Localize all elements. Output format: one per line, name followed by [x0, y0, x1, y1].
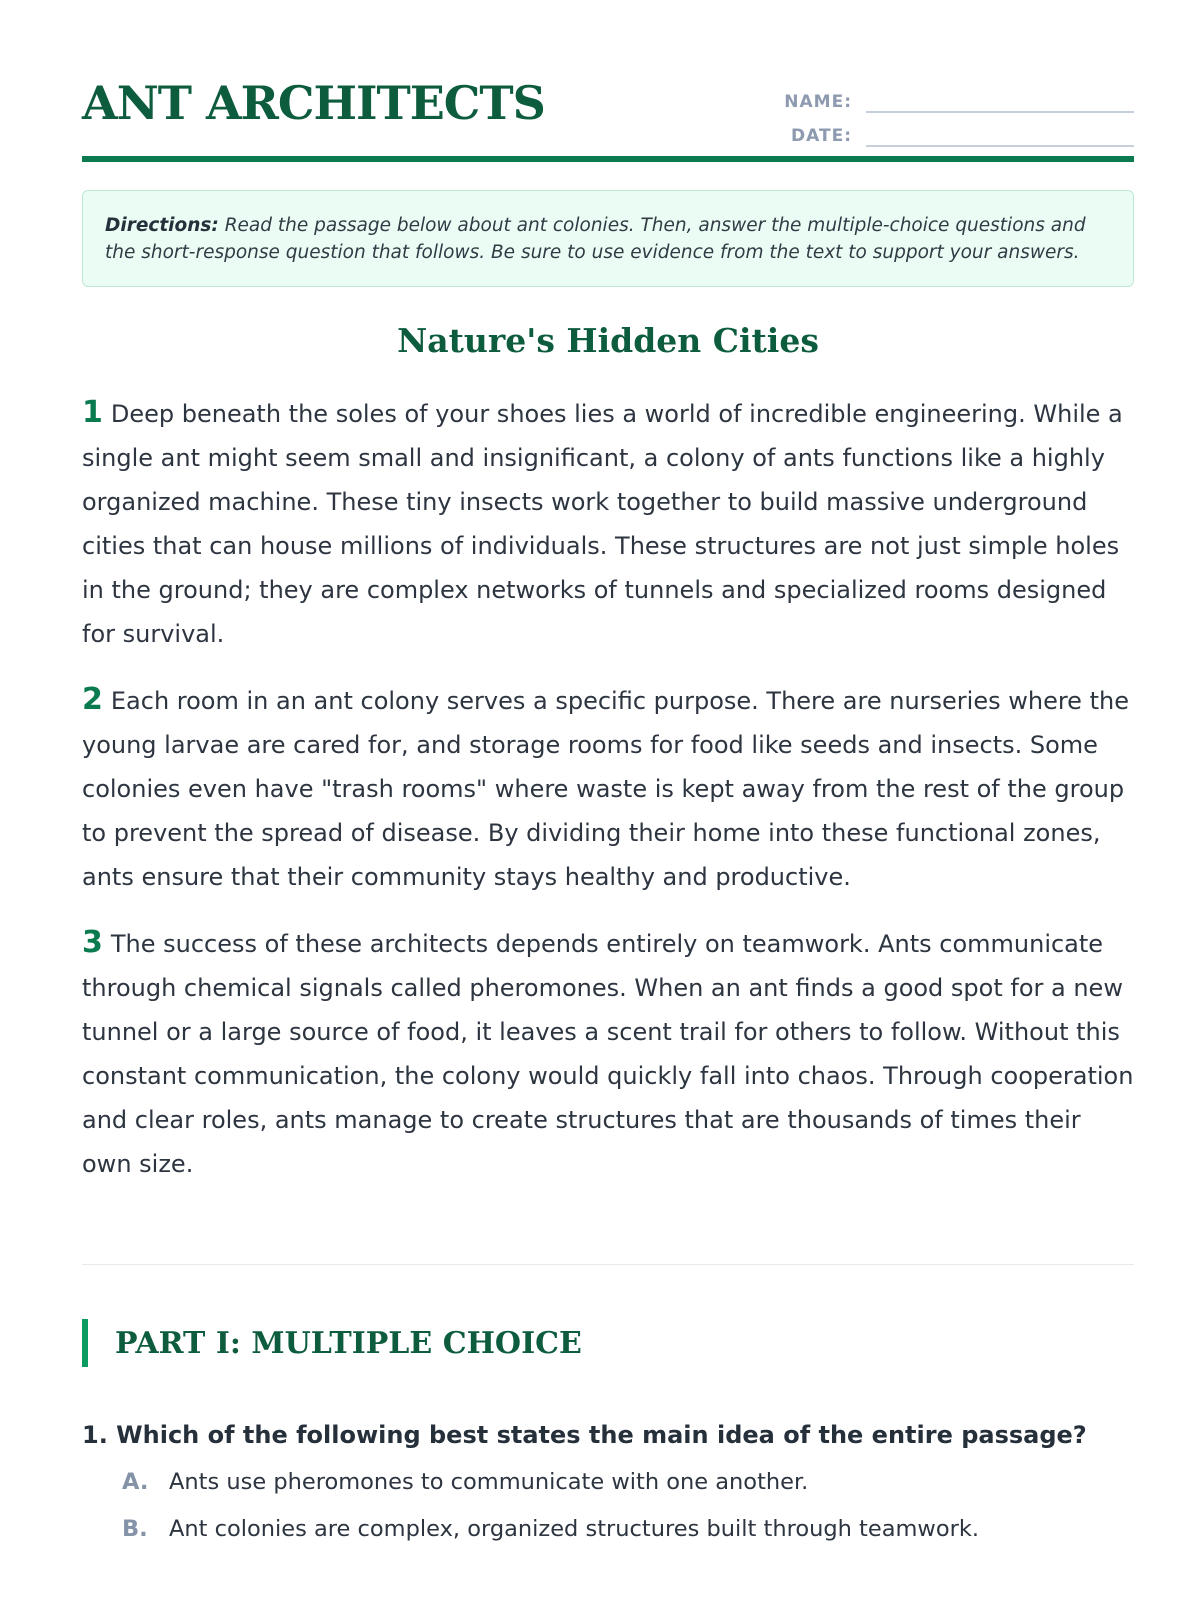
answer-choices [82, 1469, 1134, 1563]
paragraph-number: 2 [82, 682, 103, 718]
passage-paragraph [82, 391, 1134, 656]
choice-letter: A. [122, 1469, 149, 1496]
date-field[interactable] [866, 145, 1134, 147]
paragraph-number: 3 [82, 925, 103, 961]
section-divider [82, 1264, 1134, 1265]
directions-box [82, 190, 1134, 287]
directions-text: Read the passage below about ant colonies. Then, answer the multiple-choice questions and the short-response question that follows. Be sure to use evidence from the text to support your answers. [105, 215, 1086, 263]
answer-choice-a[interactable] [122, 1469, 1134, 1516]
passage-title: Nature's Hidden Cities [397, 321, 819, 360]
paragraph-text: The success of these architects depends entirely on teamwork. Ants communicate through chemical signals called pheromones. When an ant finds a good spot for a new tunnel or a large source of food, it leaves a scent trail for others to follow. Without this constant communication, the colony would quickly fall into chaos. Through cooperation and clear roles, ants manage to create structures that are thousands of times their own size. [82, 930, 1134, 1179]
choice-letter: B. [122, 1516, 148, 1543]
worksheet-title: ANT ARCHITECTS [82, 76, 545, 130]
date-field-row [774, 116, 1134, 150]
date-label: DATE: [791, 126, 852, 146]
student-info-fields [774, 82, 1134, 150]
part-heading: PART I: MULTIPLE CHOICE [82, 1319, 1134, 1367]
name-label: NAME: [784, 92, 852, 112]
answer-choice-b[interactable] [122, 1516, 1134, 1563]
name-field[interactable] [866, 111, 1134, 113]
directions-label: Directions: [105, 215, 219, 236]
passage-paragraph [82, 678, 1134, 899]
passage-paragraph [82, 921, 1134, 1186]
worksheet-page [82, 0, 1134, 1563]
choice-text: Ants use pheromones to communicate with one another. [169, 1469, 809, 1496]
choice-text: Ant colonies are complex, organized structures built through teamwork. [169, 1516, 980, 1543]
question-text: 1. Which of the following best states the main idea of the entire passage? [82, 1421, 1087, 1450]
paragraph-text: Each room in an ant colony serves a specific purpose. There are nurseries where the young larvae are cared for, and storage rooms for food like seeds and insects. Some colonies even have "trash rooms" where waste is kept away from the rest of the group to prevent the spread of disease. By dividing their home into these functional zones, ants ensure that their community stays healthy and productive. [82, 687, 1129, 892]
worksheet-header [82, 0, 1134, 162]
paragraph-number: 1 [82, 395, 103, 431]
paragraph-text: Deep beneath the soles of your shoes lies a world of incredible engineering. While a single ant might seem small and insignificant, a colony of ants functions like a highly organized machine. These tiny insects work together to build massive underground cities that can house millions of individuals. These structures are not just simple holes in the ground; they are complex networks of tunnels and specialized rooms designed for survival. [82, 400, 1123, 649]
name-field-row [774, 82, 1134, 116]
